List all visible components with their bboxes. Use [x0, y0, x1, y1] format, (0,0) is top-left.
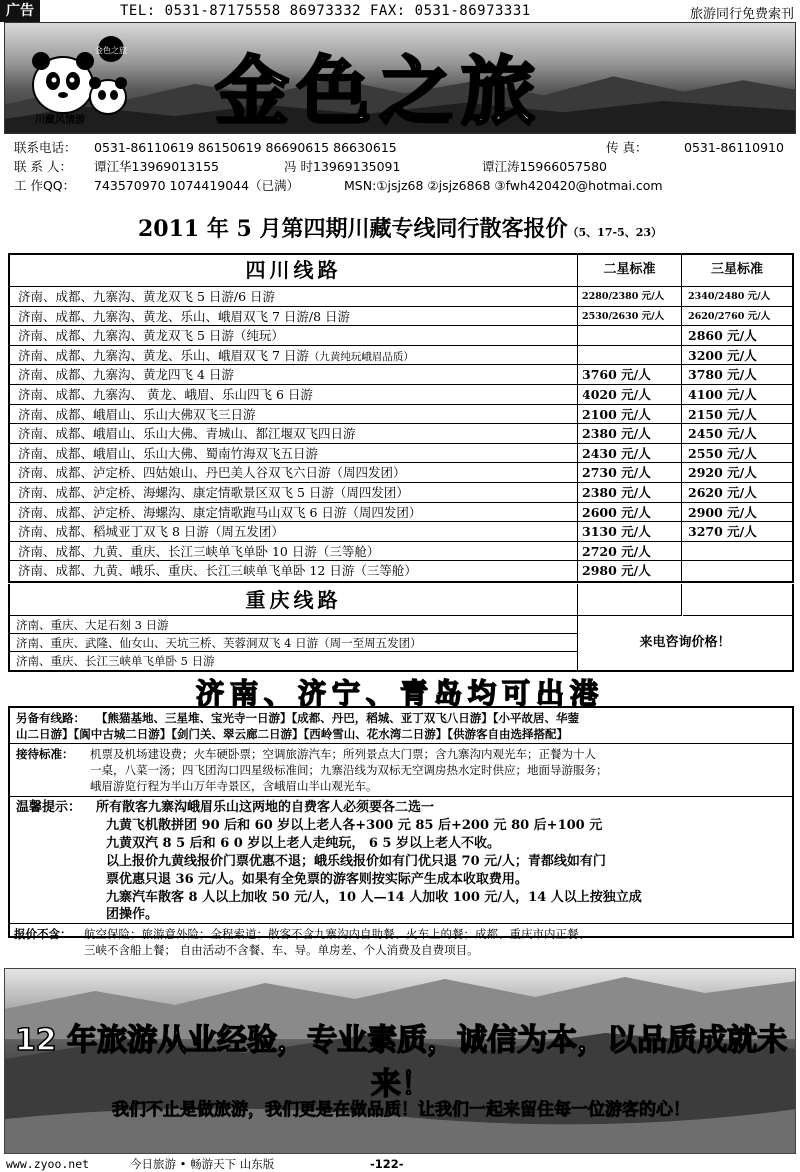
three-star-price: 4100 元/人: [688, 386, 757, 402]
panda-icon: [23, 35, 135, 121]
chongqing-route: 济南、重庆、大足石刻 3 日游: [10, 616, 577, 634]
two-star-price: 2730 元/人: [578, 463, 682, 482]
sichuan-header: 四川线路: [10, 255, 578, 286]
fax-label: 传 真：: [606, 140, 648, 155]
three-star-price: 3200 元/人: [688, 347, 757, 363]
ad-tag: 广告: [0, 0, 40, 22]
two-star-price: 2530/2630 元/人: [578, 307, 682, 326]
table-row: [10, 522, 792, 542]
banner-title: 金色之旅: [215, 49, 543, 134]
route-name: 济南、成都、泸定桥、海螺沟、康定情歌跑马山双飞 6 日游（周四发团）: [18, 504, 422, 520]
route-name: 济南、成都、九寨沟、黄龙、乐山、峨眉双飞 7 日游: [18, 347, 309, 363]
three-star-price: 2620/2760 元/人: [688, 310, 771, 322]
route-cell: [10, 444, 578, 463]
route-cell: [10, 561, 578, 581]
contact-block: [14, 138, 790, 195]
two-star-price: 2600 元/人: [578, 503, 682, 522]
qq-label: 工 作QQ：: [14, 178, 76, 193]
table-row: [10, 326, 792, 346]
three-star-price: [682, 542, 792, 561]
page-title-dates: （5、17-5、23）: [567, 226, 663, 239]
excl-1: 航空保险；旅游意外险；全程索道；散客不含九寨沟内自助餐、火车上的餐；成都、重庆市内正餐、: [84, 927, 590, 941]
route-name: 济南、成都、稻城亚丁双飞 8 日游（周五发团）: [18, 524, 284, 540]
table-row: [10, 503, 792, 523]
route-cell: [10, 503, 578, 522]
three-star-price: 2620 元/人: [688, 484, 757, 500]
excl-2: 三峡不含船上餐； 自由活动不含餐、车、导。单房差、个人消费及自费项目。: [84, 943, 479, 957]
call-for-price: 来电咨询价格！: [639, 635, 731, 650]
footer: [0, 1156, 800, 1172]
route-name: 济南、成都、九寨沟、黄龙双飞 5 日游/6 日游: [18, 289, 276, 304]
route-name: 济南、成都、峨眉山、乐山大佛双飞三日游: [18, 406, 256, 422]
tips-7: 团操作。: [106, 907, 159, 922]
divider: [10, 743, 792, 744]
logo-caption: 川藏风情游: [35, 115, 85, 126]
empty-cell: [578, 584, 682, 616]
table-row: [10, 346, 792, 366]
table-row: [10, 561, 792, 581]
table-header: [10, 255, 792, 287]
route-name: 济南、成都、峨眉山、乐山大佛、青城山、都江堰双飞四日游: [18, 426, 356, 442]
tips-3: 九黄双汽 8 5 后和 6 0 岁以上老人走纯玩， 6 5 岁以上老人不收。: [106, 836, 501, 851]
departure-ports: 济南、济宁、青岛均可出港: [195, 677, 604, 710]
header-banner: [4, 22, 796, 134]
route-cell: [10, 365, 578, 384]
chongqing-route: 济南、重庆、武隆、仙女山、天坑三桥、芙蓉洞双飞 4 日游（周一至周五发团）: [10, 634, 577, 652]
excl-label: 报价不含：: [14, 927, 72, 941]
three-star-price: 2900 元/人: [688, 504, 757, 520]
route-note: （九黄纯玩峨眉品质）: [308, 350, 414, 363]
person-1: 谭江华13969013155: [94, 159, 219, 174]
reception-label: 接待标准：: [16, 747, 74, 761]
route-cell: [10, 405, 578, 424]
three-star-price: 2920 元/人: [688, 465, 757, 481]
person-label: 联 系 人：: [14, 159, 72, 174]
other-label: 另备有线路：: [16, 711, 85, 725]
msn-line: MSN:①jsjz68 ②jsjz6868 ③fwh420420@hotmai.com: [344, 178, 663, 193]
slogan-main: 12 年旅游从业经验，专业素质，诚信为本，以品质成就未来！: [14, 1023, 788, 1102]
three-star-price: 2860 元/人: [688, 328, 757, 344]
table-row: [10, 307, 792, 327]
footer-site: www.zyoo.net: [6, 1157, 90, 1171]
slogan-sub: 我们不止是做旅游，我们更是在做品质！让我们一起来留住每一位游客的心！: [112, 1100, 690, 1120]
reception-1: 机票及机场建设费；火车硬卧票；空调旅游汽车；所列景点大门票；含九寨沟内观光车；正餐为十人: [90, 747, 596, 761]
route-name: 济南、成都、九黄、重庆、长江三峡单飞单卧 10 日游（三等舱）: [18, 543, 380, 559]
chongqing-section: [8, 584, 794, 672]
tips-4: 以上报价九黄线报价门票优惠不退；峨乐线报价如有门优只退 70 元/人；青都线如有门: [106, 854, 606, 869]
other-routes-2: 山二日游】【阆中古城二日游】【剑门关、翠云廊二日游】【西岭雪山、花水湾二日游】【供游客自由选择搭配】: [16, 727, 568, 741]
route-cell: [10, 483, 578, 502]
route-name: 济南、成都、九寨沟、黄龙双飞 5 日游（纯玩）: [18, 328, 284, 344]
route-name: 济南、成都、九寨沟、黄龙四飞 4 日游: [18, 367, 234, 383]
divider: [8, 923, 794, 924]
two-star-price: 2720 元/人: [578, 542, 682, 561]
table-row: [10, 483, 792, 503]
two-star-price: 2380 元/人: [578, 424, 682, 443]
three-star-price: 2550 元/人: [688, 445, 757, 461]
two-star-price: 3760 元/人: [578, 365, 682, 384]
page-title: [0, 212, 800, 243]
three-star-price: 3270 元/人: [688, 524, 757, 540]
two-star-price: 4020 元/人: [578, 385, 682, 404]
table-row: [10, 424, 792, 444]
two-star-price: 2980 元/人: [578, 561, 682, 581]
tips-2: 九黄飞机散拼团 90 后和 60 岁以上老人各+300 元 85 后+200 元 80 后+100 元: [106, 818, 603, 833]
fax-number: 0531-86110910: [684, 140, 784, 155]
reception-2: 一桌，八菜一汤；四飞团沟口四星级标准间；九寨沿线为双标无空调房热水定时供应；地面导游服务；: [90, 763, 608, 777]
bottom-banner: [4, 968, 796, 1154]
table-row: [10, 287, 792, 307]
logo-badge: 金色之旅: [95, 46, 127, 55]
divider: [10, 796, 792, 797]
three-star-price: 3780 元/人: [688, 367, 757, 383]
route-name: 济南、成都、九寨沟、黄龙、乐山、峨眉双飞 7 日游/8 日游: [18, 308, 351, 324]
two-star-price: [578, 326, 682, 345]
three-star-price: [682, 561, 792, 581]
page-title-text: 2011 年 5 月第四期川藏专线同行散客报价: [137, 216, 568, 242]
two-star-price: 2430 元/人: [578, 444, 682, 463]
three-star-price: 2340/2480 元/人: [688, 291, 771, 302]
sichuan-price-table: [8, 253, 794, 583]
top-right-label: 旅游同行免费索刊: [689, 7, 794, 22]
tips-6: 九寨汽车散客 8 人以上加收 50 元/人，10 人—14 人加收 100 元/人，14 人以上按独立成: [106, 890, 642, 905]
tips-label: 温馨提示：: [16, 800, 82, 815]
route-name: 济南、成都、峨眉山、乐山大佛、蜀南竹海双飞五日游: [18, 445, 319, 461]
route-cell: [10, 542, 578, 561]
table-row: [10, 405, 792, 425]
route-cell: [10, 287, 578, 306]
table-row: [10, 542, 792, 562]
qq-numbers: 743570970 1074419044（已满）: [94, 178, 300, 193]
person-3: 谭江涛15966057580: [482, 159, 607, 174]
route-cell: [10, 463, 578, 482]
top-contact: TEL: 0531-87175558 86973332 FAX: 0531-86973331: [120, 3, 531, 19]
table-row: [10, 385, 792, 405]
route-cell: [10, 424, 578, 443]
table-row: [10, 463, 792, 483]
route-cell: [10, 326, 578, 345]
tips-1: 所有散客九寨沟峨眉乐山这两地的自费客人必须要各二选一: [96, 800, 435, 815]
two-star-price: 2280/2380 元/人: [578, 287, 682, 306]
top-strip: [0, 0, 800, 22]
col-three-star: 三星标准: [710, 262, 763, 277]
other-routes-1: 【熊猫基地、三星堆、宝光寺一日游】【成都、丹巴，稻城、亚丁双飞八日游】【小平故居、华蓥: [96, 711, 579, 725]
two-star-price: 2380 元/人: [578, 483, 682, 502]
route-name: 济南、成都、九寨沟、 黄龙、峨眉、乐山四飞 6 日游: [18, 386, 313, 402]
route-name: 济南、成都、泸定桥、四姑娘山、丹巴美人谷双飞六日游（周四发团）: [18, 465, 406, 481]
two-star-price: 2100 元/人: [578, 405, 682, 424]
page-number: -122-: [370, 1157, 404, 1171]
route-name: 济南、成都、九黄、峨乐、重庆、长江三峡单飞单卧 12 日游（三等舱）: [18, 563, 417, 579]
three-star-price: 2150 元/人: [688, 406, 757, 422]
route-cell: [10, 307, 578, 326]
two-star-price: 3130 元/人: [578, 522, 682, 541]
empty-cell: [683, 584, 793, 616]
extras-block: [8, 706, 794, 938]
route-name: 济南、成都、泸定桥、海螺沟、康定情歌景区双飞 5 日游（周四发团）: [18, 484, 409, 500]
chongqing-route: 济南、重庆、长江三峡单飞单卧 5 日游: [16, 654, 215, 668]
chongqing-header: 重庆线路: [10, 584, 577, 616]
table-row: [10, 444, 792, 464]
route-cell: [10, 385, 578, 404]
three-star-price: 2450 元/人: [688, 426, 757, 442]
tips-5: 票优惠只退 36 元/人。如果有全免票的游客则按实际产生成本收取费用。: [106, 872, 528, 887]
tel-numbers: 0531-86110619 86150619 86690615 86630615: [94, 140, 397, 155]
person-2: 冯 时13969135091: [284, 159, 401, 174]
col-two-star: 二星标准: [578, 255, 682, 286]
two-star-price: [578, 346, 682, 365]
tel-label: 联系电话：: [14, 140, 77, 155]
reception-3: 峨眉游览行程为半山万年寺景区，含峨眉山半山观光车。: [90, 779, 378, 793]
route-cell: [10, 522, 578, 541]
route-cell: [10, 346, 578, 365]
table-row: [10, 365, 792, 385]
footer-brand: 今日旅游 • 畅游天下 山东版: [130, 1157, 275, 1171]
